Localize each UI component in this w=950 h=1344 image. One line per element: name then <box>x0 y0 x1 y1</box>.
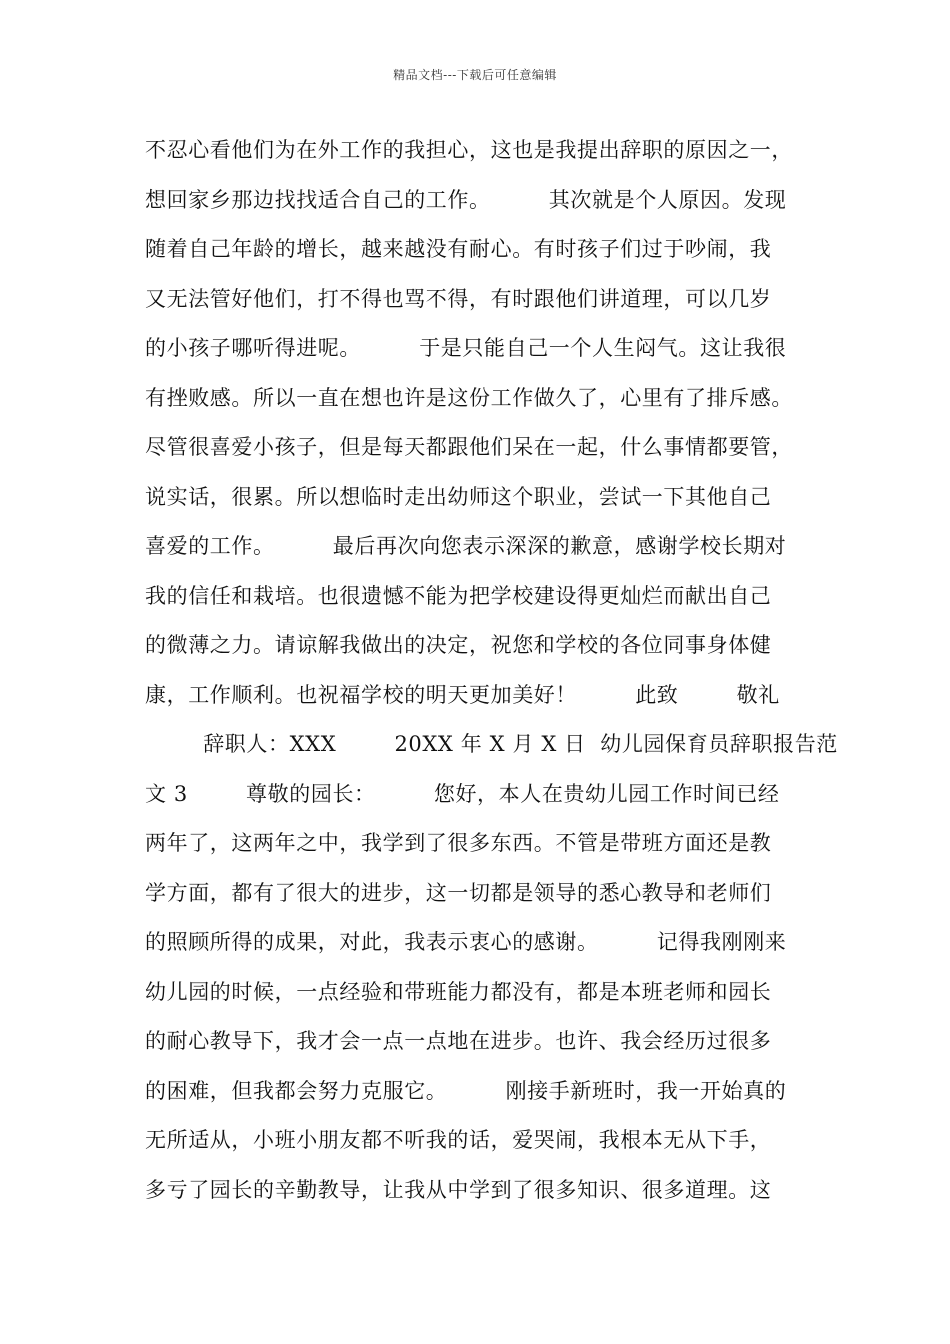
body-line: 随着自己年龄的增长，越来越没有耐心。有时孩子们过于吵闹，我 <box>145 237 772 261</box>
body-line: 康，工作顺利。也祝福学校的明天更加美好！ 此致 敬礼 <box>145 682 780 707</box>
body-line: 两年了，这两年之中，我学到了很多东西。不管是带班方面还是教 <box>145 831 772 855</box>
body-line: 的微薄之力。请谅解我做出的决定，祝您和学校的各位同事身体健 <box>145 633 772 657</box>
body-line: 多亏了园长的辛勤教导，让我从中学到了很多知识、很多道理。这 <box>145 1177 772 1202</box>
body-line: 幼儿园的时候，一点经验和带班能力都没有，都是本班老师和园长 <box>145 979 772 1004</box>
body-line: 无所适从，小班小朋友都不听我的话，爱哭闹，我根本无从下手， <box>145 1128 772 1152</box>
body-line: 我的信任和栽培。也很遗憾不能为把学校建设得更灿烂而献出自己 <box>145 583 772 608</box>
body-line: 的小孩子哪听得进呢。 于是只能自己一个人生闷气。这让我很 <box>145 336 787 360</box>
body-line: 又无法管好他们，打不得也骂不得，有时跟他们讲道理，可以几岁 <box>145 286 772 311</box>
body-line: 的耐心教导下，我才会一点一点地在进步。也许、我会经历过很多 <box>145 1029 772 1053</box>
body-line: 想回家乡那边找找适合自己的工作。 其次就是个人原因。发现 <box>145 187 787 212</box>
body-line: 有挫败感。所以一直在想也许是这份工作做久了，心里有了排斥感。 <box>145 385 793 410</box>
body-line: 辞职人：XXX 20XX 年 X 月 X 日 幼儿园保育员辞职报告范 <box>145 732 838 756</box>
body-line: 学方面，都有了很大的进步，这一切都是领导的悉心教导和老师们 <box>145 880 772 905</box>
page-header: 精品文档---下载后可任意编辑 <box>393 68 557 82</box>
body-line: 不忍心看他们为在外工作的我担心，这也是我提出辞职的原因之一， <box>145 138 793 162</box>
document-body <box>145 126 838 1215</box>
body-line: 文 3 尊敬的园长： 您好，本人在贵幼儿园工作时间已经 <box>145 781 780 806</box>
body-line: 喜爱的工作。 最后再次向您表示深深的歉意，感谢学校长期对 <box>145 534 787 558</box>
body-line: 尽管很喜爱小孩子，但是每天都跟他们呆在一起，什么事情都要管， <box>145 435 793 459</box>
body-line: 的困难，但我都会努力克服它。 刚接手新班时，我一开始真的 <box>145 1078 787 1103</box>
body-line: 说实话，很累。所以想临时走出幼师这个职业，尝试一下其他自己 <box>145 484 772 509</box>
body-line: 的照顾所得的成果，对此，我表示衷心的感谢。 记得我刚刚来 <box>145 930 787 954</box>
